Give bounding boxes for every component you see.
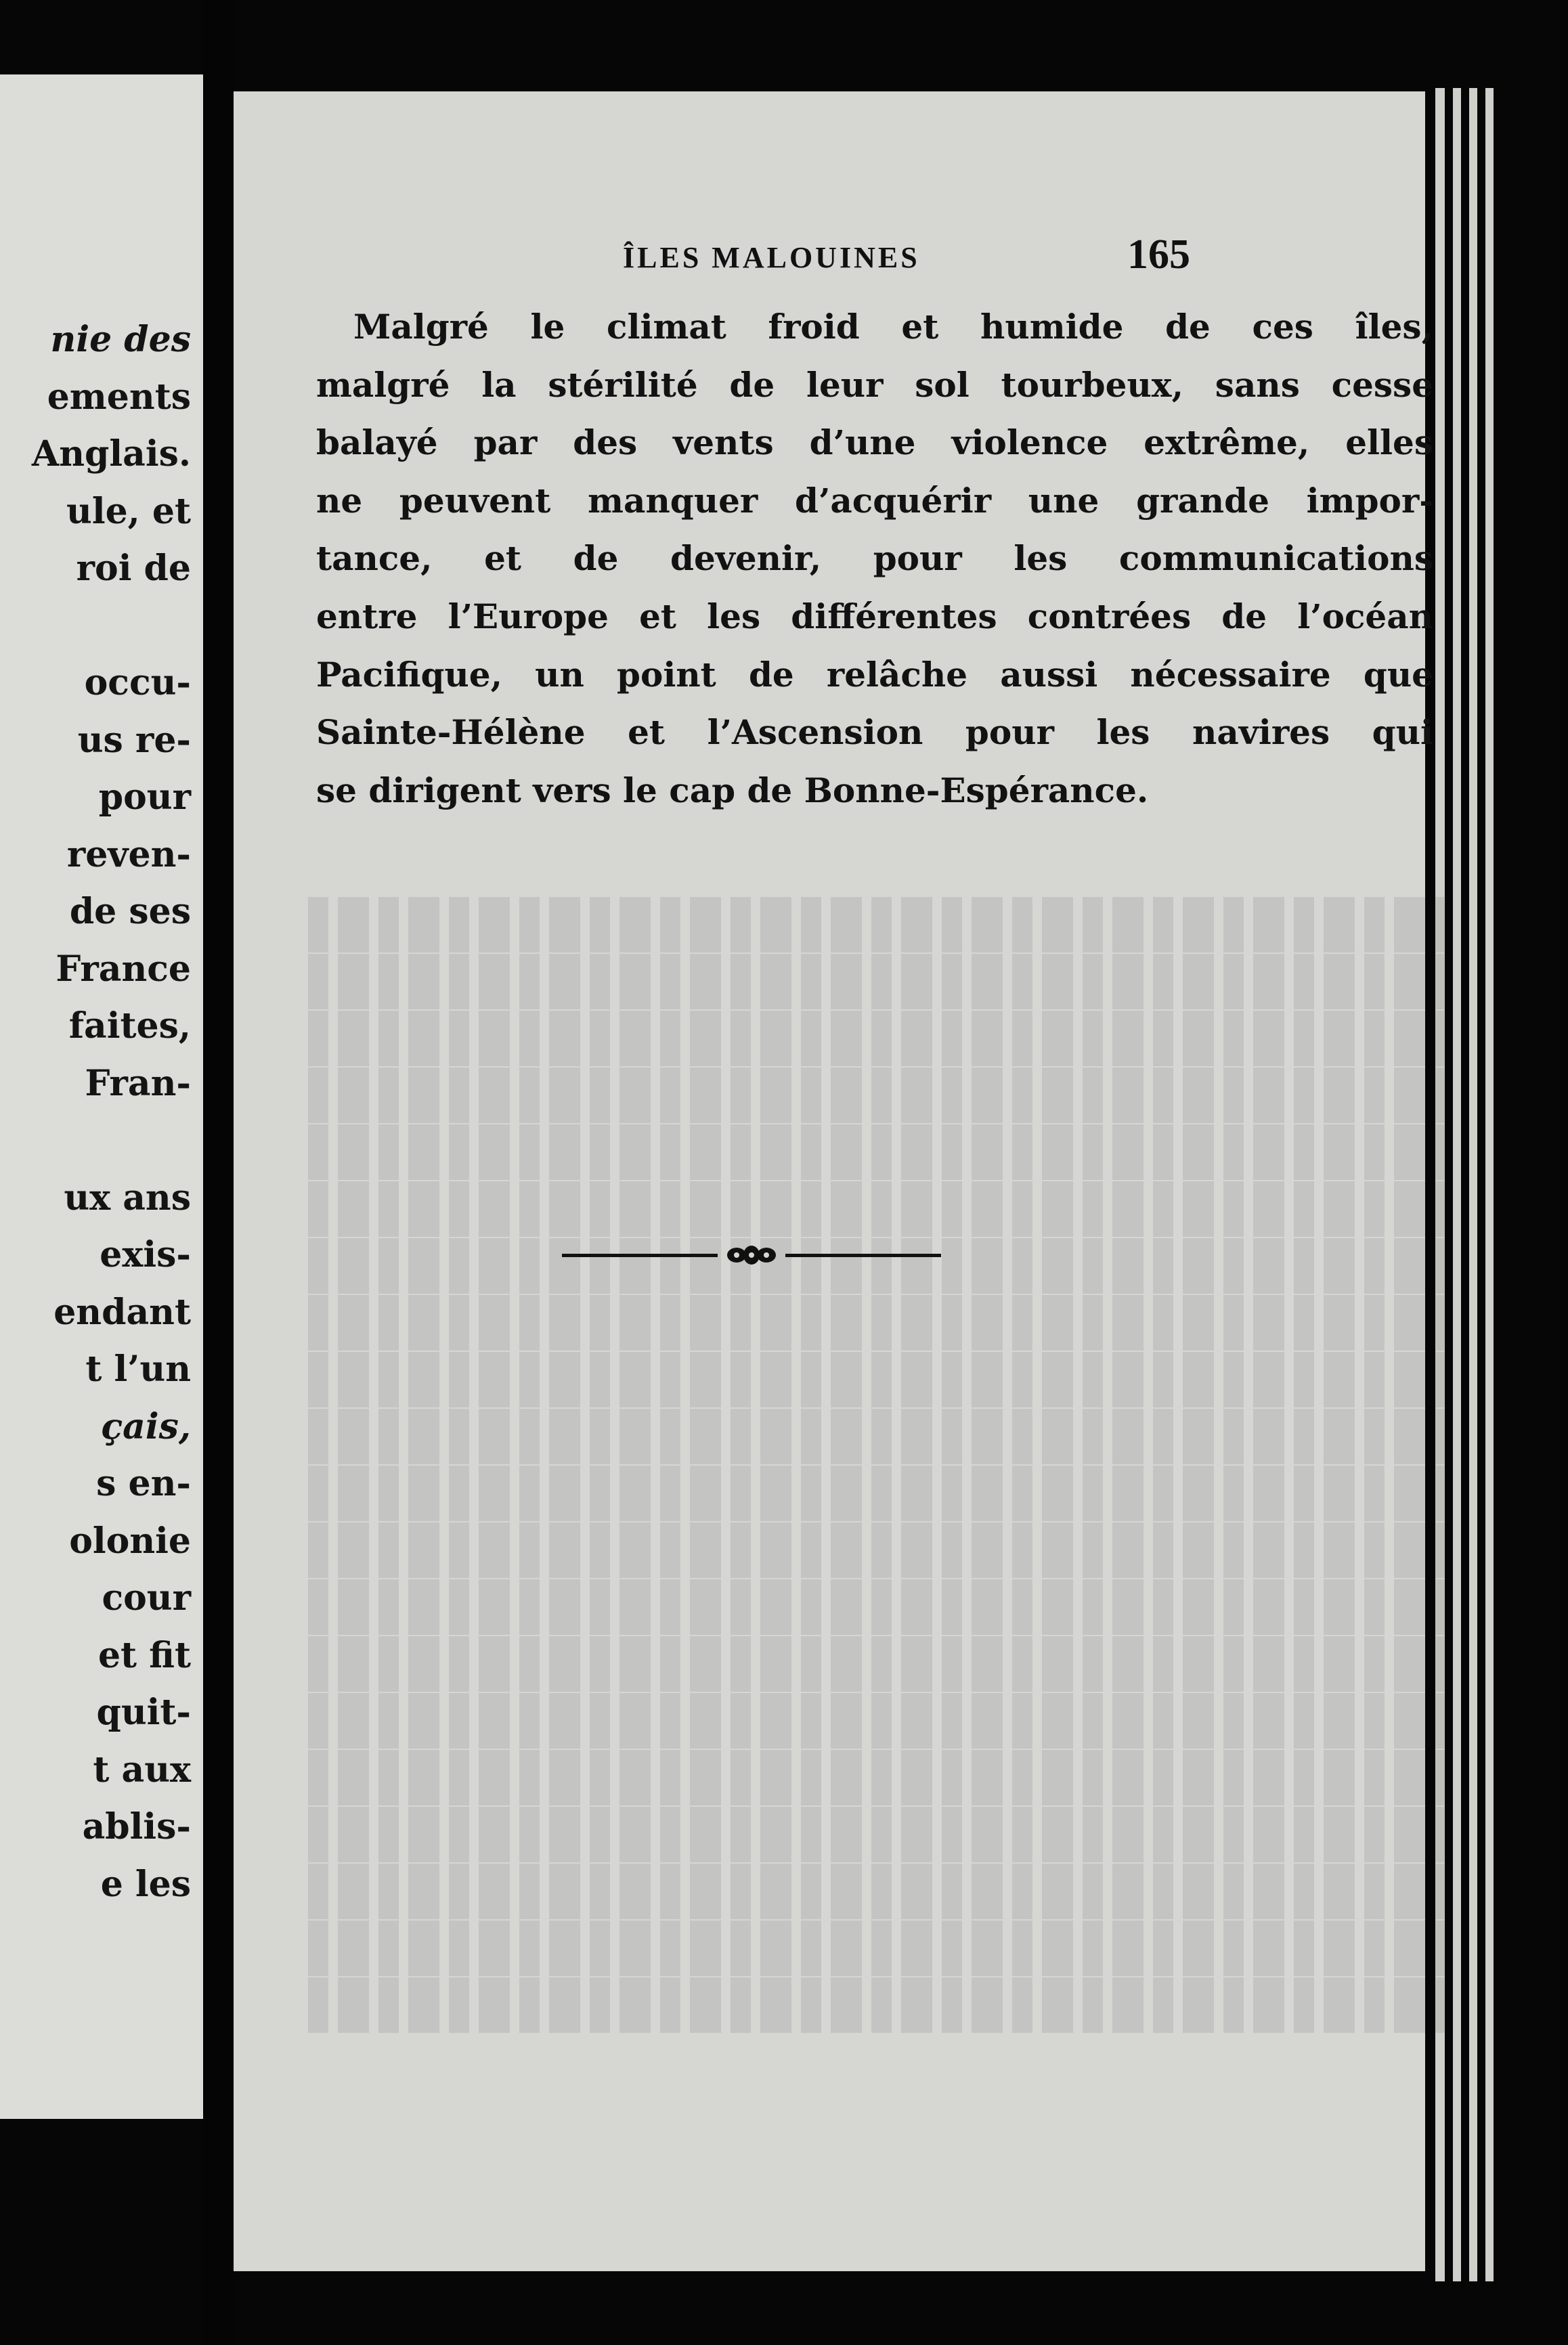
page-edge [1485,88,1494,2281]
left-line: cour [102,1577,191,1619]
left-line: t l’un [85,1349,191,1390]
page-edge [1453,88,1461,2281]
text-line: malgré la stérilité de leur sol tourbeux, sans cesse [316,364,1433,405]
left-line [32,598,191,655]
running-title: ÎLES MALOUINES [623,241,920,274]
book-gutter [203,0,234,2345]
left-line: Anglais. [31,433,191,475]
left-line: ements [47,376,191,418]
left-line: ablis- [82,1806,191,1847]
left-line: occu- [84,662,191,703]
left-line: çais, [101,1405,191,1447]
left-line: ux ans [64,1177,191,1219]
text-line: Malgré le climat froid et humide de ces îles, [353,307,1433,347]
text-line: balayé par des vents d’une violence extrême, elles [316,422,1433,463]
text-line: ne peuvent manquer d’acquérir une grande impor- [316,480,1433,521]
page-number: 165 [1127,232,1190,278]
left-line: reven- [66,833,191,875]
left-line: us re- [77,719,191,761]
section-divider-ornament [562,1242,941,1269]
left-line: quit- [96,1692,191,1733]
paragraph [316,298,1433,819]
left-line: France [56,948,191,990]
previous-page-text [32,311,191,1913]
left-line: olonie [69,1520,191,1562]
left-line: de ses [69,891,191,932]
text-line: se dirigent vers le cap de Bonne-Espérance. [316,770,1149,810]
bleed-through-text [308,897,1445,2116]
left-line: endant [53,1291,191,1333]
left-line [32,1112,191,1170]
text-line: entre l’Europe et les différentes contrées de l’océan [316,596,1433,636]
left-line: et fit [97,1634,191,1676]
left-line: roi de [76,548,191,589]
text-line: Pacifique, un point de relâche aussi nécessaire que [316,654,1433,695]
left-line: e les [100,1863,191,1905]
previous-page-fragment [0,74,203,2119]
left-line: Fran- [85,1062,191,1104]
left-line: t aux [93,1749,191,1791]
page-header [234,232,1425,294]
left-line: exis- [100,1234,191,1275]
text-line: tance, et de devenir, pour les communications [316,538,1433,579]
left-line: s en- [96,1463,191,1504]
page-edge [1469,88,1477,2281]
left-line: pour [98,776,191,818]
text-line: Sainte-Hélène et l’Ascension pour les navires qui [316,712,1433,753]
left-line: nie des [50,319,191,360]
book-page [234,91,1433,2271]
left-line: ule, et [66,490,191,532]
left-line: faites, [68,1005,191,1047]
